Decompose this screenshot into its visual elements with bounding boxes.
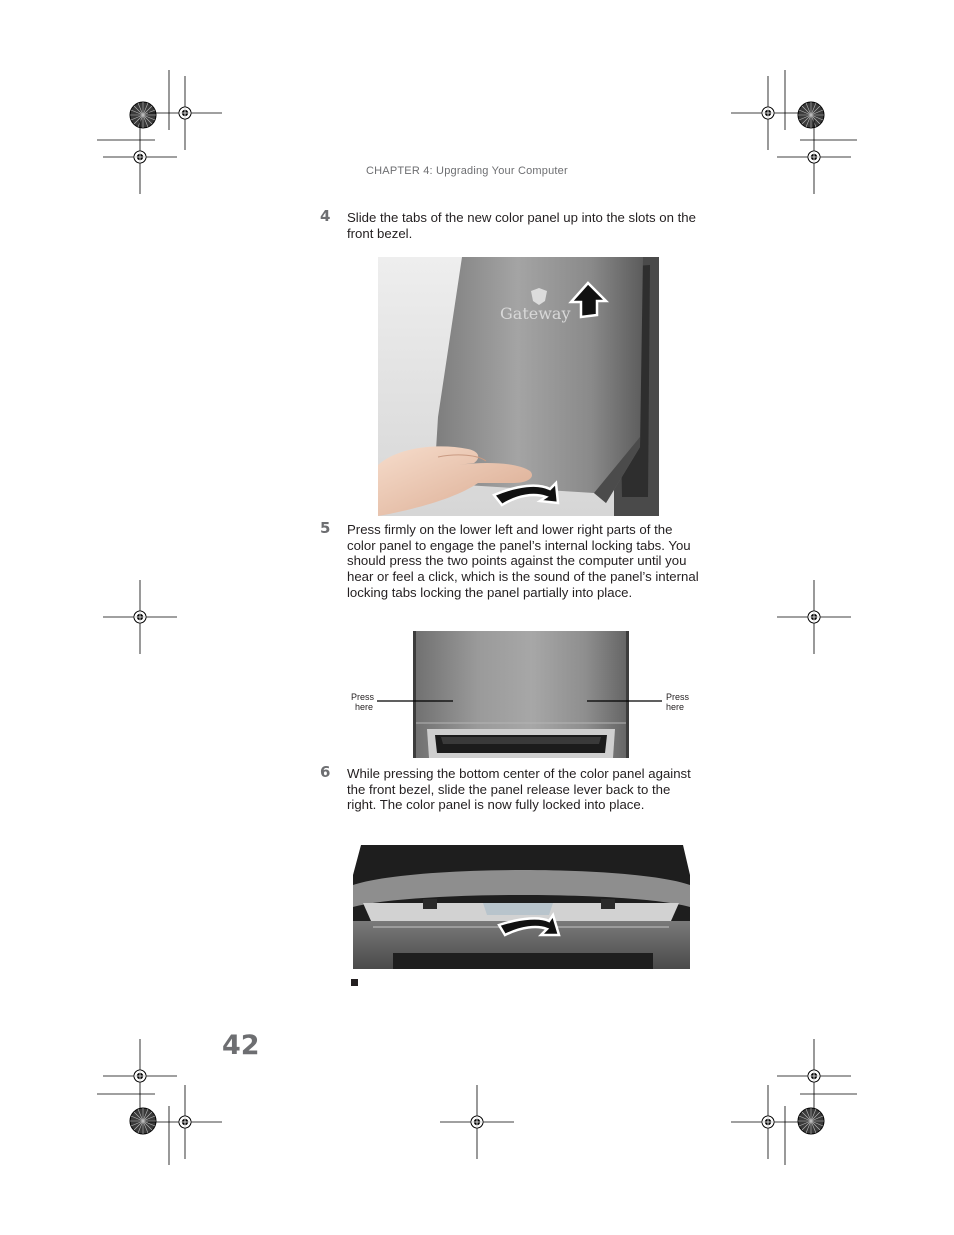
step-number-4: 4 bbox=[320, 207, 331, 225]
step-number-6: 6 bbox=[320, 763, 331, 781]
figure-release-lever bbox=[353, 845, 690, 969]
running-header: CHAPTER 4: Upgrading Your Computer bbox=[366, 165, 568, 177]
figure-panel-install bbox=[378, 257, 659, 516]
callout-press-here-left: Press here bbox=[351, 692, 375, 712]
step-number-5: 5 bbox=[320, 519, 331, 537]
step-text-6: While pressing the bottom center of the color panel against the front bezel, slide the panel release lever back to the right. The color panel is now fully locked into place. bbox=[347, 766, 691, 813]
step-text-4: Slide the tabs of the new color panel up into the slots on the front bezel. bbox=[347, 210, 696, 241]
step-text-5: Press firmly on the lower left and lower right parts of the color panel to engage the panel’s internal locking tabs. You should press the two points against the computer until you hear or feel a click, which is the sound of the panel’s internal locking tabs locking the panel partially into place. bbox=[347, 522, 699, 600]
page-number: 42 bbox=[222, 1030, 260, 1061]
svg-text:Gateway: Gateway bbox=[500, 304, 571, 323]
end-of-procedure-marker bbox=[351, 979, 358, 986]
callout-leader-lines bbox=[370, 695, 670, 707]
callout-press-here-right: Press here bbox=[666, 692, 690, 712]
